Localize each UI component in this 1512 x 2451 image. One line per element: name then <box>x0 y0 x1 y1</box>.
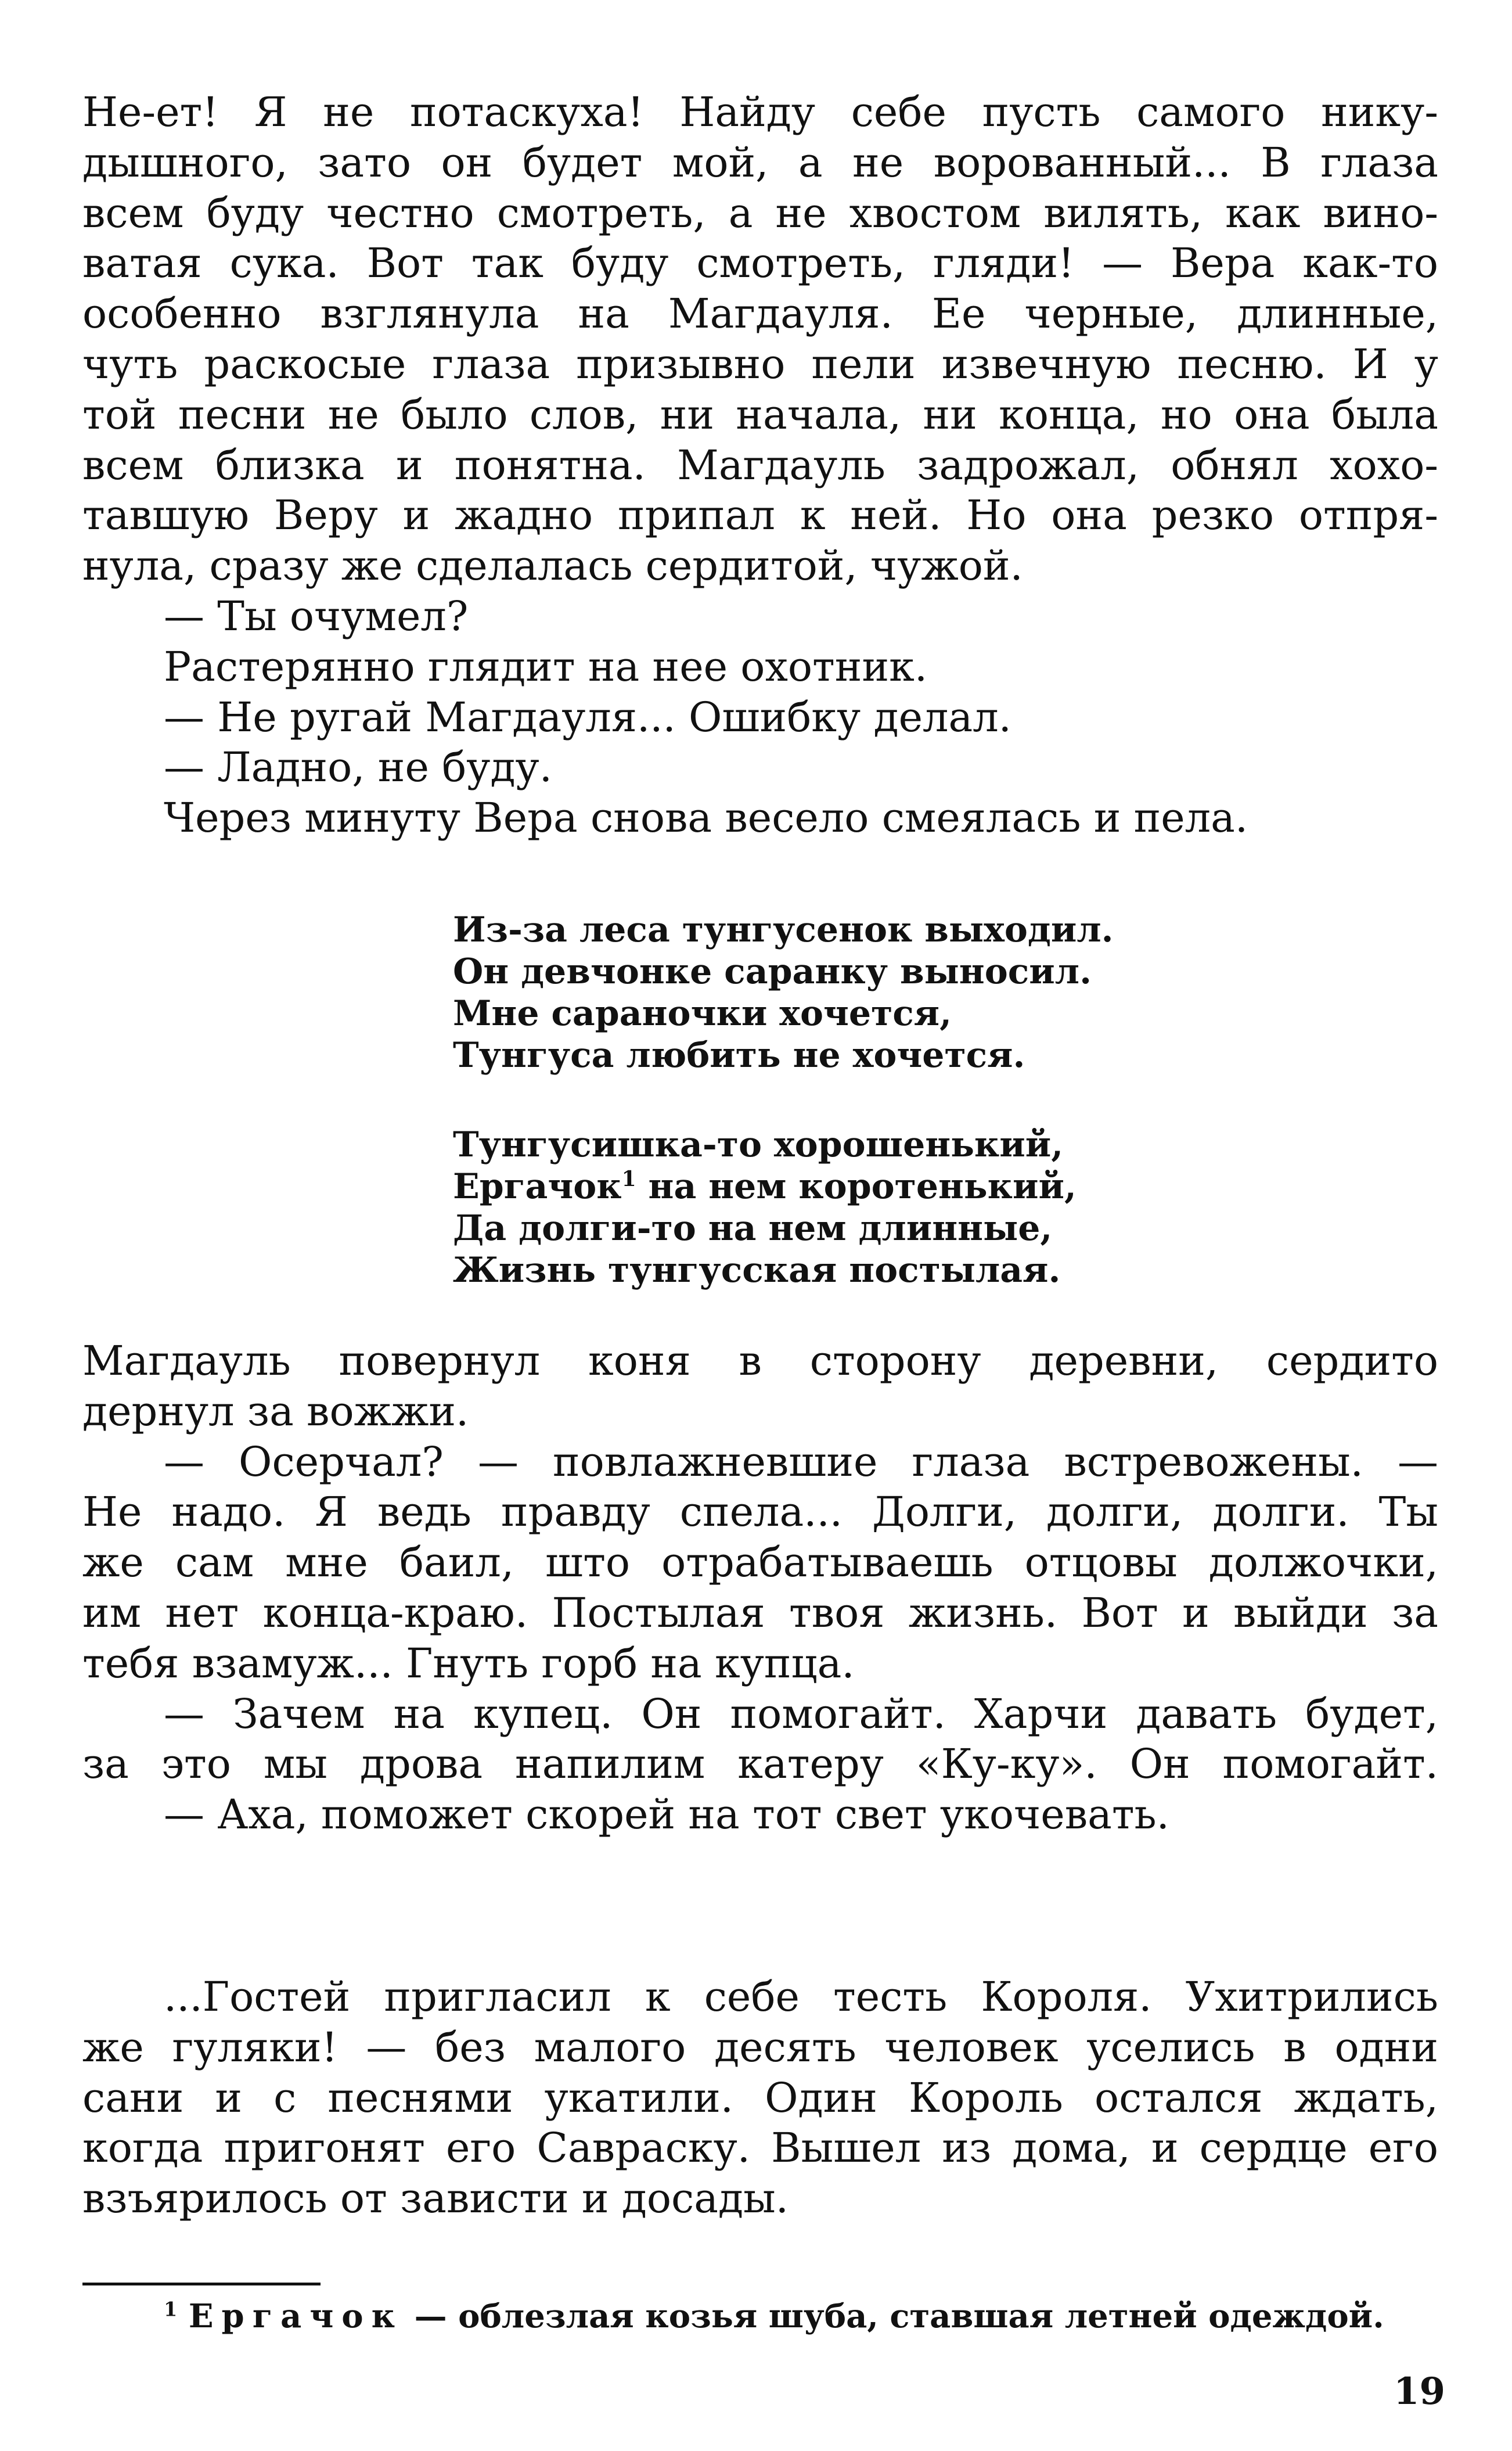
paragraph-2 <box>82 1336 1438 1840</box>
text-line: той песни не было слов, ни начала, ни конца, но она была <box>82 390 1438 439</box>
text-line: дышного, зато он будет мой, а не ворованный... В глаза <box>82 138 1438 186</box>
dialogue-line: — Ладно, не буду. <box>164 743 552 792</box>
verse-line: Тунгуса любить не хочется. <box>453 1035 1025 1076</box>
dialogue-line: — Ты очумел? <box>164 592 469 640</box>
dialogue-line: — Осерчал? — повлажневшие глаза встревожены. — <box>164 1437 1438 1486</box>
dialogue-line: — Зачем на купец. Он помогайт. Харчи давать будет, <box>164 1690 1438 1738</box>
text-line: всем близка и понятна. Магдауль задрожал, обнял хохо- <box>82 441 1438 489</box>
text-line: тебя взамуж... Гнуть горб на купца. <box>82 1639 855 1687</box>
narration-line: Через минуту Вера снова весело смеялась и пела. <box>164 794 1248 842</box>
footnote-divider <box>82 2283 321 2285</box>
text-line: ватая сука. Вот так буду смотреть, гляди! — Вера как-то <box>82 239 1438 287</box>
verse-line: Жизнь тунгусская постылая. <box>453 1250 1061 1291</box>
verse-line: Из-за леса тунгусенок выходил. <box>453 910 1114 950</box>
text-line: особенно взглянула на Магдауля. Ее черные, длинные, <box>82 290 1438 338</box>
verse-line: Мне сараночки хочется, <box>453 993 952 1034</box>
footnote-term: Ергачок <box>188 2297 404 2335</box>
text-line: дернул за вожжи. <box>82 1387 469 1435</box>
footnote <box>164 2295 1384 2337</box>
text-line: Не-ет! Я не потаскуха! Найду себе пусть самого нику- <box>82 88 1438 136</box>
text-line: сани и с песнями укатили. Один Король остался ждать, <box>82 2073 1438 2122</box>
verse-line: Он девчонке саранку выносил. <box>453 951 1092 992</box>
song-stanza-2 <box>453 1124 1077 1291</box>
dialogue-line: — Аха, поможет скорей на тот свет укочевать. <box>164 1791 1169 1839</box>
text-line: же сам мне баил, што отрабатываешь отцовы должочки, <box>82 1539 1438 1587</box>
verse-text: на нем коротенький, <box>636 1166 1077 1207</box>
verse-line: Да долги-то на нем длинные, <box>453 1208 1053 1249</box>
paragraph-1 <box>82 87 1438 843</box>
footnote-marker: 1 <box>164 2297 178 2321</box>
text-line: всем буду честно смотреть, а не хвостом вилять, как вино- <box>82 189 1438 237</box>
paragraph-3 <box>82 1972 1438 2224</box>
text-line: им нет конца-краю. Постылая твоя жизнь. Вот и выйди за <box>82 1589 1438 1637</box>
song-stanza-1 <box>453 909 1114 1076</box>
text-line: нула, сразу же сделалась сердитой, чужой. <box>82 542 1023 590</box>
text-line: за это мы дрова напилим катеру «Ку-ку». Он помогайт. <box>82 1740 1438 1788</box>
narration-line: Растерянно глядит на нее охотник. <box>164 642 928 691</box>
page-number: 19 <box>1394 2370 1446 2413</box>
text-line: Магдауль повернул коня в сторону деревни, сердито <box>82 1337 1438 1385</box>
footnote-ref: 1 <box>621 1167 636 1191</box>
verse-line: Тунгусишка-то хорошенький, <box>453 1124 1064 1165</box>
verse-word: Ергачок <box>453 1166 622 1207</box>
text-line: когда пригонят его Савраску. Вышел из дома, и сердце его <box>82 2124 1438 2172</box>
text-line: Не надо. Я ведь правду спела... Долги, долги, долги. Ты <box>82 1488 1438 1536</box>
footnote-text: — облезлая козья шуба, ставшая летней одеждой. <box>403 2297 1384 2335</box>
text-line: тавшую Веру и жадно припал к ней. Но она резко отпря- <box>82 491 1438 540</box>
text-line: ...Гостей пригласил к себе тесть Короля. Ухитрились <box>164 1973 1438 2021</box>
dialogue-line: — Не ругай Магдауля... Ошибку делал. <box>164 693 1011 741</box>
text-line: чуть раскосые глаза призывно пели извечную песню. И у <box>82 340 1438 388</box>
text-line: же гуляки! — без малого десять человек уселись в одни <box>82 2023 1438 2071</box>
text-line: взъярилось от зависти и досады. <box>82 2175 789 2223</box>
verse-line <box>453 1166 1077 1207</box>
